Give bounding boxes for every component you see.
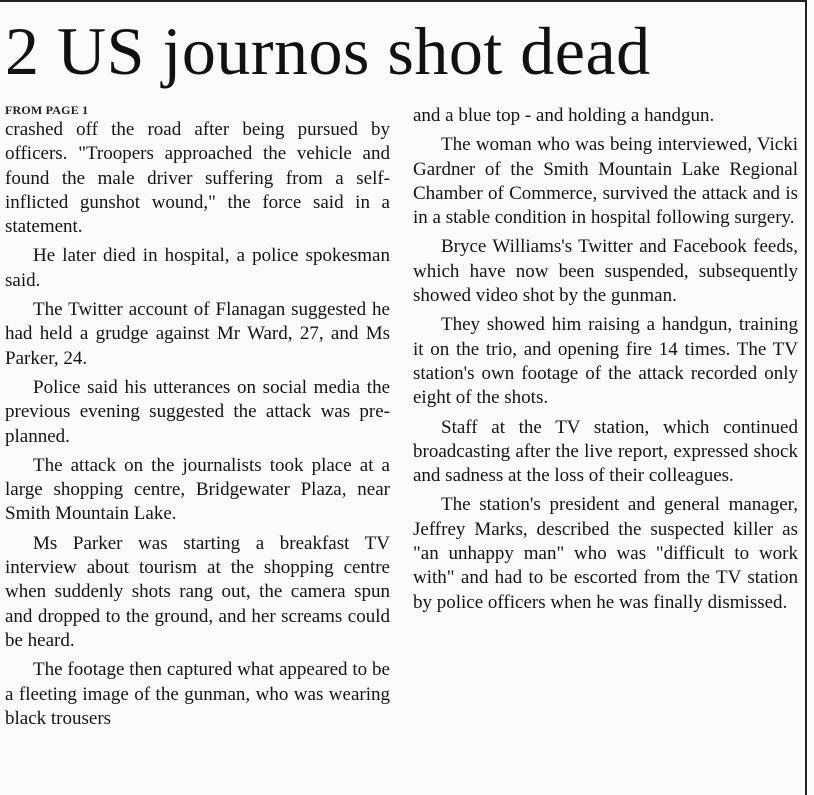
- article-column-right: [413, 104, 798, 615]
- paragraph: The footage then captured what appeared to be a fleeting image of the gunman, who was wearing black trousers: [5, 659, 390, 729]
- article-column-left: [5, 102, 390, 731]
- headline: 2 US journos shot dead: [5, 13, 651, 89]
- paragraph: The woman who was being interviewed, Vicki Gardner of the Smith Mountain Lake Regional Chamber of Commerce, survived the attack and is in a stable condition in hospital following surgery.: [413, 134, 798, 229]
- paragraph: and a blue top - and holding a handgun.: [413, 105, 715, 126]
- paragraph: The station's president and general manager, Jeffrey Marks, described the suspected killer as "an unhappy man" who was "difficult to work with" and had to be escorted from the TV station by police officers when he was finally dismissed.: [413, 494, 798, 613]
- paragraph: Bryce Williams's Twitter and Facebook feeds, which have now been suspended, subsequently showed video shot by the gunman.: [413, 236, 798, 307]
- paragraph: He later died in hospital, a police spokesman said.: [5, 245, 390, 291]
- paragraph: The Twitter account of Flanagan suggested he had held a grudge against Mr Ward, 27, and Ms Parker, 24.: [5, 299, 390, 369]
- paragraph: They showed him raising a handgun, training it on the trio, and opening fire 14 times. The TV station's own footage of the attack recorded only eight of the shots.: [413, 314, 798, 409]
- paragraph: crashed off the road after being pursued by officers. "Troopers approached the vehicle and found the male driver suffering from a self-inflicted gunshot wound," the force said in a statement.: [5, 119, 390, 238]
- paragraph: Ms Parker was starting a breakfast TV interview about tourism at the shopping centre when suddenly shots rang out, the camera spun and dropped to the ground, and her screams could be heard.: [5, 532, 390, 651]
- paragraph: Staff at the TV station, which continued broadcasting after the live report, expressed shock and sadness at the loss of their colleagues.: [413, 416, 798, 487]
- paragraph: The attack on the journalists took place at a large shopping centre, Bridgewater Plaza, near Smith Mountain Lake.: [5, 454, 390, 525]
- kicker: FROM PAGE 1: [5, 103, 89, 117]
- right-column-rule: [805, 0, 807, 795]
- top-rule: [0, 0, 806, 2]
- paragraph: Police said his utterances on social media the previous evening suggested the attack was pre-planned.: [5, 376, 390, 447]
